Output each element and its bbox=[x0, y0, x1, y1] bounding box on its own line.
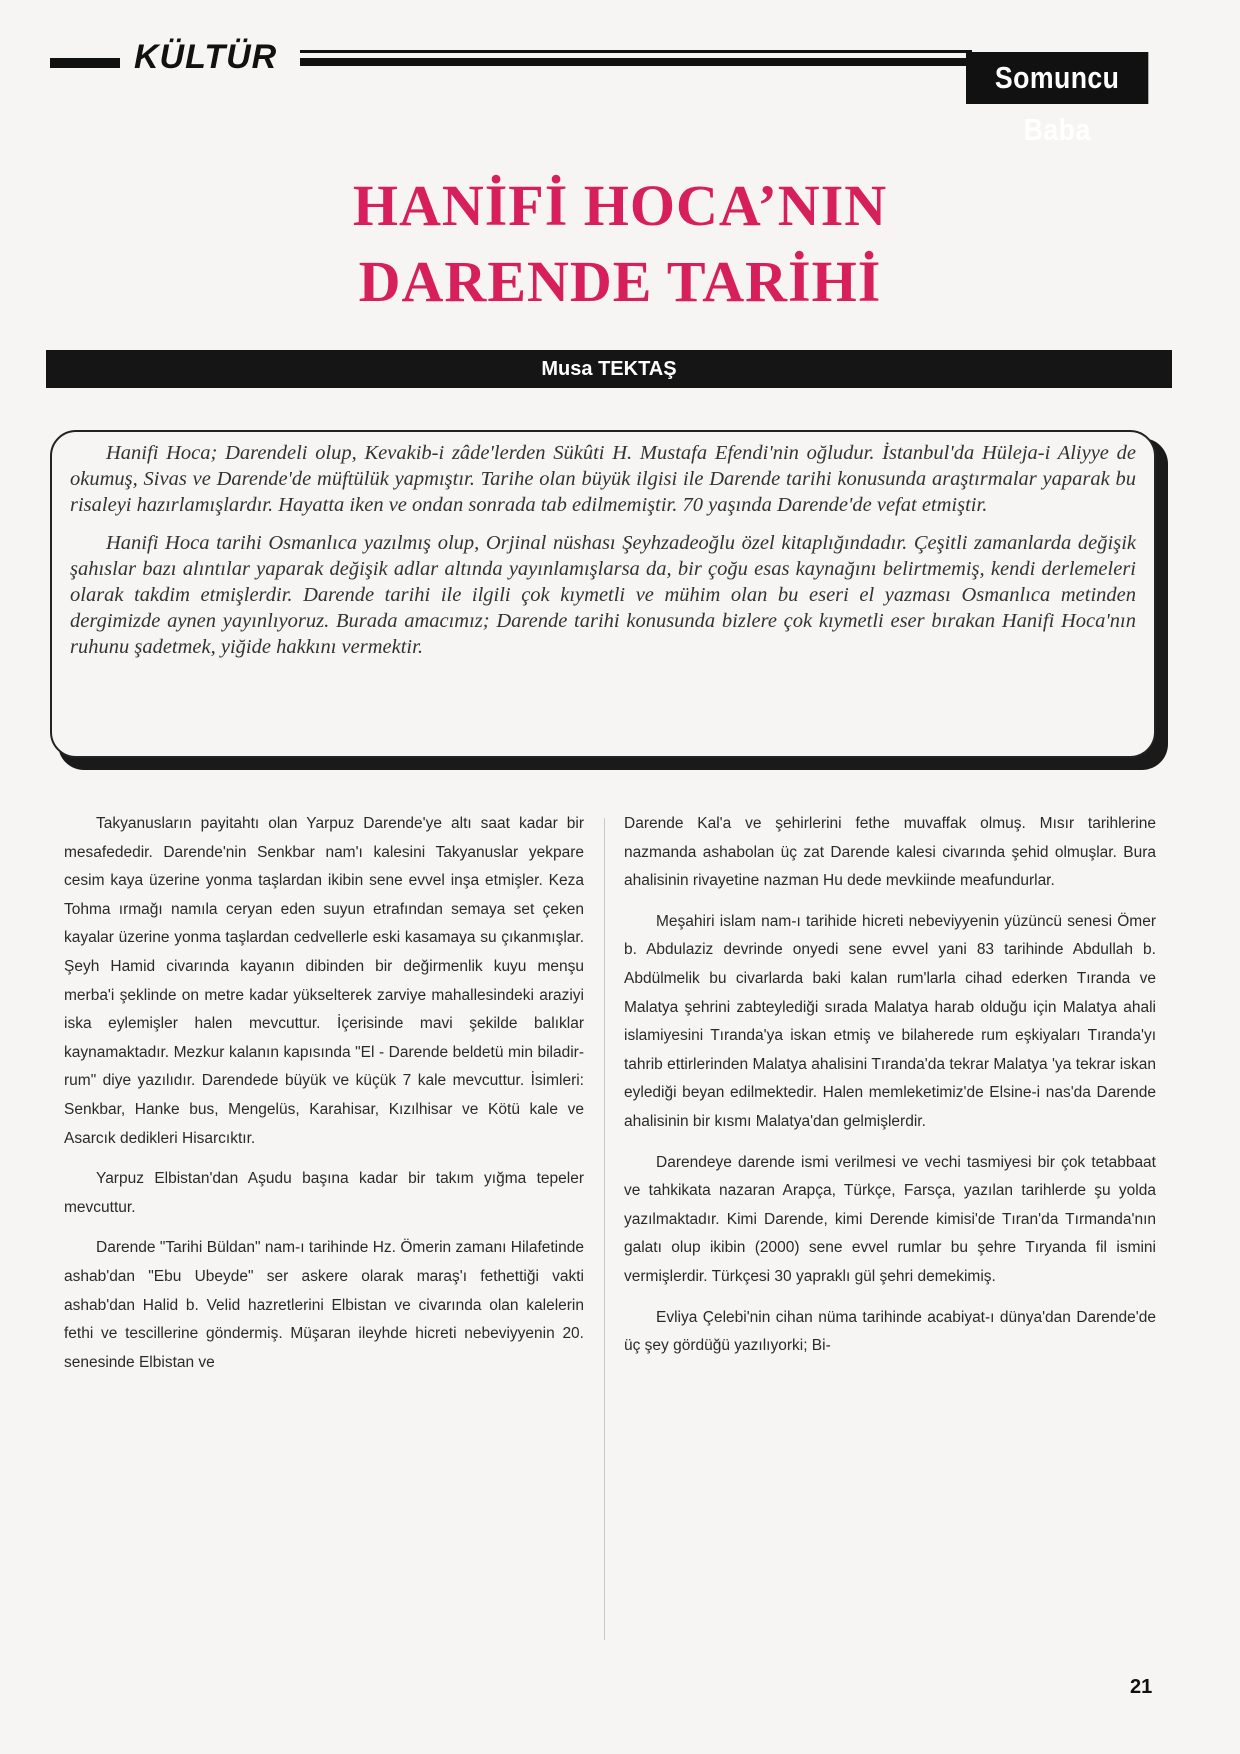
body-paragraph: Meşahiri islam nam-ı tarihide hicreti nebeviyyenin yüzüncü senesi Ömer b. Abdulaziz devrinde onyedi sene evvel yani 83 tarihinde Abdullah b. Abdülmelik bu civarlarda baki kalan rum'larla cihad ederken Tıranda ve Malatya şehrini zabteylediği sırada Malatya harab olduğu için Malatya ahali islamiyesini Tıranda'ya iskan etmiş ve bilaherede rum eşkiyaları Tıranda'yı tahrib ettirlerinden Malatya ahalisini Tıranda'da tekrar Malatya 'ya tekrar iskan eylediği beyan edilmektedir. Halen memleketimiz'de Elsine-i nas'da Darende ahalisinin bir kısmı Malatya'dan gelmişlerdir. bbox=[624, 912, 1156, 1130]
magazine-brand: Somuncu Baba bbox=[966, 52, 1148, 104]
body-paragraph: Takyanusların payitahtı olan Yarpuz Darende'ye altı saat kadar bir mesafededir. Darende'nin Senkbar nam'ı kalesini Takyanuslar yekpare cesim kaya üzerine yonma taşlardan ikibin sene evvel inşa etmişler. Keza Tohma ırmağı namıla ceryan eden suyun etrafından semaya set çeken kayalar üzerine yonma taşlardan cedvellerle eski kasamaya su çıkanmışlar. Şeyh Hamid civarında kayanın dibinden bir değirmenlik kuyu menşu merba'i şeklinde on metre kadar yükselterek zarviye mahallesindeki araziyi iska eylemişler halen mevcuttur. İçerisinde mavi şekilde balıklar kaynamaktadır. Mezkur kalanın kapısında "El - Darende beldetü min biladir-rum" diye yazılıdır. Darendede büyük ve küçük 7 kale mevcuttur. İsimleri: Senkbar, Hanke bus, Mengelüs, Karahisar, Kızılhisar ve Kötü kale ve Asarcık dedikleri Hisarcıktır. bbox=[64, 815, 584, 1147]
intro-text bbox=[70, 440, 1136, 660]
author-bar bbox=[46, 350, 1172, 388]
intro-paragraph-1: Hanifi Hoca; Darendeli olup, Kevakib-i zâde'lerden Sükûti H. Mustafa Efendi'nin oğludur. İstanbul'da Hüleja-i Aliyye de okumuş, Sivas ve Darende'de müftülük yapmıştır. Tarihe olan büyük ilgisi ile Darende tarihi konusunda araştırmalar yaparak bu risaleyi hazırlamışlardır. Hayatta iken ve ondan sonrada tab edilmemiştir. 70 yaşında Darende'de vefat etmiştir. bbox=[70, 442, 1136, 516]
column-divider bbox=[604, 818, 605, 1640]
intro-paragraph-2: Hanifi Hoca tarihi Osmanlıca yazılmış olup, Orjinal nüshası Şeyhzadeoğlu özel kitaplığındadır. Çeşitli zamanlarda değişik şahıslar bazı alıntılar yaparak değişik adlar altında yayınlamışlarsa da, bir çoğu esas kaynağını belirtmemiş, kendi derlemeleri olarak takdim etmişlerdir. Darende tarihi ile ilgili çok kıymetli ve mühim olan bu eseri el yazması Osmanlıca metinden dergimizde aynen yayınlıyoruz. Burada amacımız; Darende tarihi konusunda bizlere çok kıymetli eser bırakan Hanifi Hoca'nın ruhunu şadetmek, yiğide hakkını vermektir. bbox=[70, 532, 1136, 658]
body-paragraph: Darendeye darende ismi verilmesi ve vechi tasmiyesi bir çok tetabbaat ve tahkikata nazaran Arapça, Türkçe, Farsça, yazılan tarihlerde şu yolda yazılmaktadır. Kimi Darende, kimi Derende kimisi'de Tıran'da Tırmanda'nın galatı olup ikibin (2000) sene evvel rumlar bu şehre Tıryanda fil ismini vermişlerdir. Türkçesi 30 yapraklı gül şehri demekimiş. bbox=[624, 1153, 1156, 1285]
page-number: 21 bbox=[1130, 1676, 1153, 1698]
section-label: KÜLTÜR bbox=[134, 38, 278, 76]
article-title-line2: DARENDE TARİHİ bbox=[358, 249, 882, 314]
article-title-line1: HANİFİ HOCA’NIN bbox=[352, 173, 888, 238]
body-paragraph: Evliya Çelebi'nin cihan nüma tarihinde acabiyat-ı dünya'dan Darende'de üç şey gördüğü yazılıyorki; Bi- bbox=[624, 1308, 1156, 1355]
header-rule-thin bbox=[300, 50, 972, 53]
body-paragraph: Yarpuz Elbistan'dan Aşudu başına kadar bir takım yığma tepeler mevcuttur. bbox=[64, 1170, 584, 1216]
body-paragraph: Darende Kal'a ve şehirlerini fethe muvaffak olmuş. Mısır tarihlerine nazmanda ashabolan üç zat Darende kalesi civarında şehid olmuşlar. Bura ahalisinin rivayetine nazman Hu dede mevkiinde meafundurlar. bbox=[624, 815, 1156, 890]
header-rule-left bbox=[50, 58, 120, 68]
header-rule-thick bbox=[300, 58, 972, 66]
body-column-right bbox=[624, 810, 1156, 1361]
article-title bbox=[100, 168, 1140, 320]
body-column-left bbox=[64, 810, 584, 1377]
author-name: Musa TEKTAŞ bbox=[541, 358, 677, 380]
body-paragraph: Darende "Tarihi Büldan" nam-ı tarihinde Hz. Ömerin zamanı Hilafetinde ashab'dan "Ebu Ubeyde" ser askere olarak maraş'ı fethettiği vakti ashab'dan Halid b. Velid hazretlerini Elbistan ve civarında olan kalelerin fethi ve tescillerine göndermiş. Müşaran ileyhde hicreti nebeviyyenin 20. senesinde Elbistan ve bbox=[64, 1239, 584, 1371]
